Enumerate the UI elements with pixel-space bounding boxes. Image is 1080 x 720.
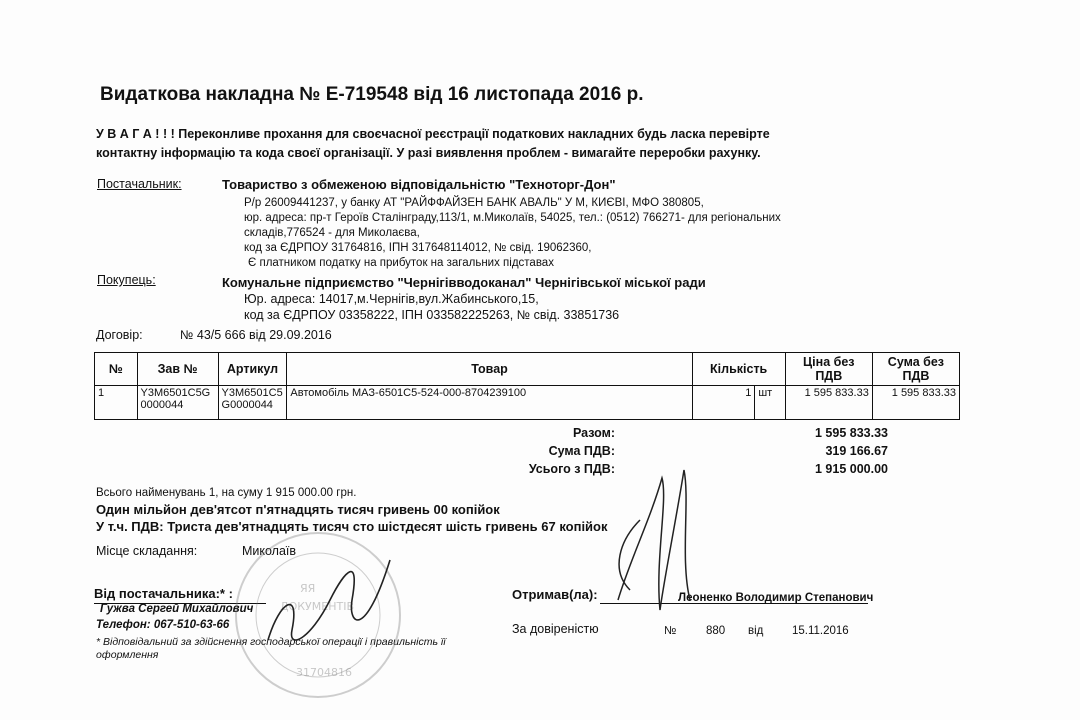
vat-label: Сума ПДВ: bbox=[548, 444, 615, 458]
supplier-account: Р/р 26009441237, у банку АТ "РАЙФФАЙЗЕН БАНК АВАЛЬ" У М, КИЄВІ, МФО 380805, bbox=[244, 197, 704, 209]
row-article: Y3M6501C5G0000044 bbox=[218, 386, 287, 420]
col-header-qty: Кількість bbox=[692, 353, 785, 386]
stamp-text-1: ЯЯ bbox=[300, 582, 316, 595]
proxy-number: 880 bbox=[706, 625, 726, 637]
stamp-code: 31704816 bbox=[296, 666, 352, 679]
receiver-signature-scribble bbox=[618, 470, 690, 610]
col-header-product: Товар bbox=[287, 353, 692, 386]
row-no: 1 bbox=[95, 386, 138, 420]
supplier-name: Товариство з обмеженою відповідальністю "Техноторг-Дон" bbox=[222, 177, 616, 192]
row-sum: 1 595 833.33 bbox=[872, 386, 959, 420]
contract-value: № 43/5 666 від 29.09.2016 bbox=[180, 328, 332, 342]
summary-amount-words: Один мільйон дев'ятсот п'ятнадцять тисяч гривень 00 копійок bbox=[96, 502, 500, 517]
summary-vat-words: У т.ч. ПДВ: Триста дев'ятнадцять тисяч сто шістдесят шість гривень 67 копійок bbox=[96, 519, 608, 534]
col-header-article: Артикул bbox=[218, 353, 287, 386]
col-header-sum: Сума без ПДВ bbox=[872, 353, 959, 386]
supplier-tax-status: Є платником податку на прибуток на загальних підставах bbox=[248, 257, 554, 269]
row-product: Автомобіль МАЗ-6501С5-524-000-8704239100 bbox=[287, 386, 692, 420]
proxy-date-label: від bbox=[748, 625, 764, 637]
responsible-note: * Відповідальний за здійснення господарської операції і правильність її оформлення bbox=[96, 636, 446, 661]
row-price: 1 595 833.33 bbox=[785, 386, 872, 420]
buyer-label: Покупець: bbox=[97, 273, 156, 287]
col-header-order: Зав № bbox=[137, 353, 218, 386]
proxy-number-label: № bbox=[664, 625, 677, 637]
supplier-address: юр. адреса: пр-т Героїв Сталінграду,113/1, м.Миколаїв, 54025, тел.: (0512) 766271- для регіональних bbox=[244, 212, 781, 224]
warning-line-2: контактну інформацію та кода своєї організації. У разі виявлення проблем - вимагайте переробки рахунку. bbox=[96, 146, 761, 160]
receiver-name: Леоненко Володимир Степанович bbox=[678, 592, 874, 604]
supplier-label: Постачальник: bbox=[97, 177, 182, 191]
total-label: Разом: bbox=[572, 426, 615, 440]
grand-total-label: Усього з ПДВ: bbox=[528, 462, 615, 476]
row-qty: 1 bbox=[692, 386, 755, 420]
contract-label: Договір: bbox=[96, 328, 143, 342]
supplier-signer-name: Гужва Сергей Михайлович bbox=[100, 603, 254, 615]
col-header-price: Ціна без ПДВ bbox=[785, 353, 872, 386]
invoice-title: Видаткова накладна № Е-719548 від 16 листопада 2016 р. bbox=[100, 84, 644, 105]
receiver-signature-label: Отримав(ла): bbox=[512, 587, 598, 602]
total-value: 1 595 833.33 bbox=[815, 426, 888, 440]
row-unit: шт bbox=[755, 386, 785, 420]
buyer-codes: код за ЄДРПОУ 03358222, ІПН 033582225263, № свід. 33851736 bbox=[244, 308, 620, 322]
supplier-codes: код за ЄДРПОУ 31764816, ІПН 317648114012, № свід. 19062360, bbox=[244, 242, 592, 254]
proxy-date: 15.11.2016 bbox=[792, 625, 849, 637]
buyer-name: Комунальне підприємство "Чернігівводоканал" Чернігівської міської ради bbox=[222, 275, 706, 290]
supplier-signature-label: Від постачальника:* : bbox=[94, 586, 233, 601]
vat-value: 319 166.67 bbox=[825, 444, 888, 458]
supplier-signer-phone: Телефон: 067-510-63-66 bbox=[96, 619, 230, 631]
grand-total-value: 1 915 000.00 bbox=[815, 462, 888, 476]
col-header-no: № bbox=[95, 353, 138, 386]
supplier-address-cont: складів,776524 - для Миколаєва, bbox=[244, 227, 420, 239]
place-label: Місце складання: bbox=[96, 544, 198, 558]
row-order: Y3M6501C5G0000044 bbox=[137, 386, 218, 420]
warning-line-1: У В А Г А ! ! ! Переконливе прохання для своєчасної реєстрації податкових накладних будь ласка перевірте bbox=[96, 127, 770, 141]
buyer-address: Юр. адреса: 14017,м.Чернігів,вул.Жабинського,15, bbox=[244, 292, 539, 306]
summary-count: Всього найменувань 1, на суму 1 915 000.00 грн. bbox=[96, 487, 357, 499]
place-value: Миколаїв bbox=[242, 544, 297, 558]
proxy-label: За довіреністю bbox=[512, 622, 599, 636]
stamp-text-2: ДОКУМЕНТІВ bbox=[280, 600, 354, 613]
